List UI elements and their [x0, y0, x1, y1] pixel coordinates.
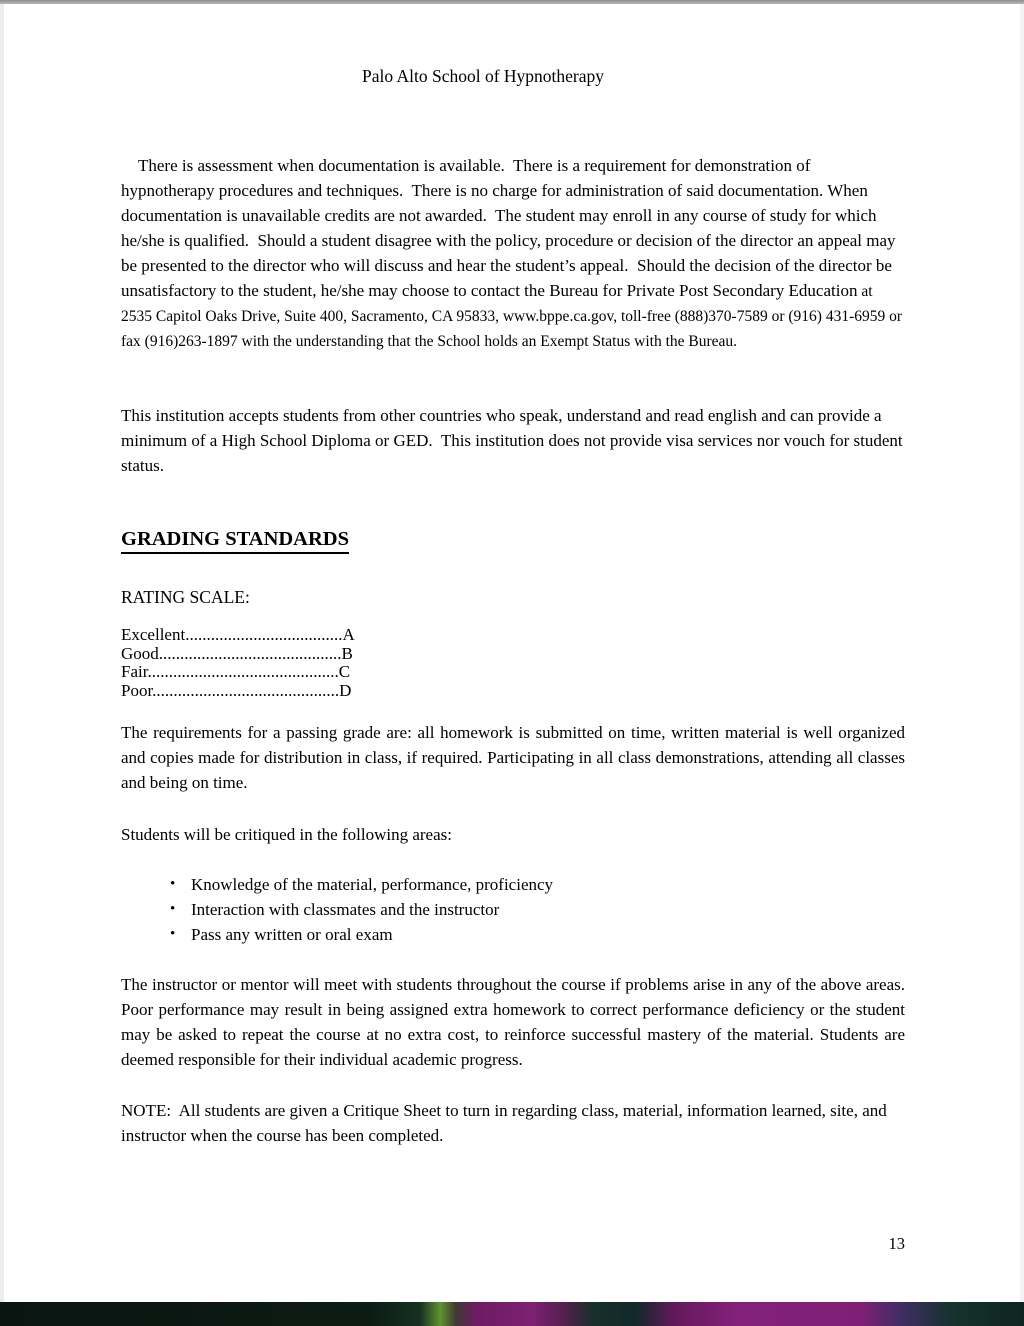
note-paragraph: NOTE: All students are given a Critique Sheet to turn in regarding class, material, information learned, site, and instructor when the course has been completed.: [121, 1101, 891, 1145]
list-item-label: Knowledge of the material, performance, proficiency: [191, 875, 554, 894]
rating-scale-list: [121, 626, 905, 700]
list-item: [121, 922, 905, 947]
bullet-icon: •: [170, 901, 176, 917]
critique-areas-list: [121, 872, 905, 947]
foreign-students-paragraph: This institution accepts students from other countries who speak, understand and read english and can provide a minimum of a High School Diploma or GED. This institution does not provide visa services nor vouch for student status.: [121, 406, 907, 475]
desktop-wallpaper-strip: [0, 1302, 1024, 1326]
bullet-icon: •: [170, 876, 176, 892]
list-item-label: Pass any written or oral exam: [191, 925, 393, 944]
rating-row-good: Good...........................................B: [121, 643, 353, 663]
list-item-label: Interaction with classmates and the instructor: [191, 900, 500, 919]
rating-scale-label: RATING SCALE:: [121, 587, 250, 607]
page-number: 13: [888, 1234, 905, 1253]
grading-standards-heading: [121, 527, 905, 554]
grading-standards-heading-text: GRADING STANDARDS: [121, 527, 349, 554]
assessment-paragraph: [121, 128, 905, 378]
rating-row-poor: Poor............................................D: [121, 680, 352, 700]
list-item: [121, 872, 905, 897]
page-footer: [121, 1233, 905, 1255]
passing-grade-paragraph: The requirements for a passing grade are: all homework is submitted on time, written material is well organized and copies made for distribution in class, if required. Participating in all class demonstrations, attending all classes and being on time.: [121, 723, 905, 792]
list-item: [121, 897, 905, 922]
rating-row-excellent: Excellent.....................................A: [121, 625, 355, 644]
assessment-paragraph-normal-text: There is assessment when documentation is available. There is a requirement for demonstration of hypnotherapy procedures and techniques. There is no charge for administration of said documentation. When documentation is unavailable credits are not awarded. The student may enroll in any course of study for which he/she is qualified. Should a student disagree with the policy, procedure or decision of the director an appeal may be presented to the director who will discuss and hear the student’s appeal. Should the decision of the director be unsatisfactory to the student, he/she may choose to contact the Bureau for Private Post Secondary Education: [121, 156, 900, 300]
bppe-contact-small-text: at 2535 Capitol Oaks Drive, Suite 400, Sacramento, CA 95833, www.bppe.ca.gov, toll-free (888)370-7589 or (916) 431-6959 or fax (916)263-1897 with the understanding that the School holds an Exempt Status with the Bureau.: [121, 283, 906, 350]
bullet-icon: •: [170, 926, 176, 942]
instructor-meeting-paragraph: The instructor or mentor will meet with students throughout the course if problems arise in any of the above areas. Poor performance may result in being assigned extra homework to correct performance deficiency or the student may be asked to repeat the course at no extra cost, to reinforce successful mastery of the material. Students are deemed responsible for their individual academic progress.: [121, 975, 905, 1069]
document-page: [0, 4, 1024, 1302]
critique-areas-intro: Students will be critiqued in the following areas:: [121, 825, 452, 844]
rating-row-fair: Fair.............................................C: [121, 662, 351, 681]
document-header-title: Palo Alto School of Hypnotherapy: [361, 66, 605, 86]
